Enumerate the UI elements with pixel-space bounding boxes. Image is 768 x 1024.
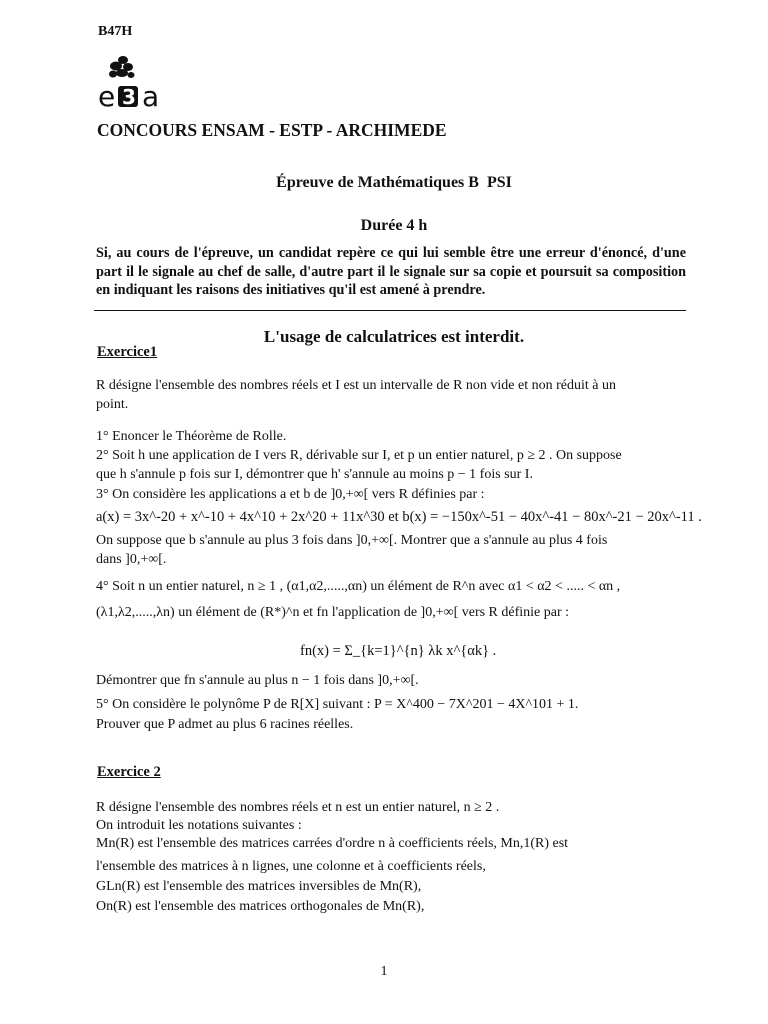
exercise-1-title: Exercice1 [97,344,158,360]
ex1-intro-line-2: point. [96,397,129,412]
ex1-question-4-line-3: Démontrer que fn s'annule au plus n − 1 fois dans ]0,+∞[. [96,673,419,688]
ex2-line-4: l'ensemble des matrices à n lignes, une colonne et à coefficients réels, [96,859,486,874]
exercise-2-title: Exercice 2 [97,764,161,780]
subject-label: Épreuve de Mathématiques B [276,174,479,191]
ex1-question-3-line-1: 3° On considère les applications a et b de ]0,+∞[ vers R définies par : [96,487,485,502]
ex1-question-3-formula: a(x) = 3x^-20 + x^-10 + 4x^10 + 2x^20 + 11x^30 et b(x) = −150x^-51 − 40x^-41 − 80x^-21 − 20x^-11 . [96,509,702,525]
ex2-line-3: Mn(R) est l'ensemble des matrices carrées d'ordre n à coefficients réels, Mn,1(R) est [96,836,569,851]
exam-duration: Durée 4 h [360,217,428,234]
instructions-paragraph: Si, au cours de l'épreuve, un candidat repère ce qui lui semble être une erreur d'énoncé, d'une part il le signale au chef de salle, d'autre part il le signale sur sa copie et poursuit sa composition en indiquant les raisons des initiatives qu'il est amené à prendre. [96,245,686,298]
e3a-logo-icon [96,50,176,112]
ex2-line-6: On(R) est l'ensemble des matrices orthogonales de Mn(R), [96,899,425,914]
ex2-line-2: On introduit les notations suivantes : [96,818,302,833]
ex1-question-4-line-2: (λ1,λ2,.....,λn) un élément de (R*)^n et fn l'application de ]0,+∞[ vers R définie par : [96,605,570,620]
exam-subject [0,174,768,192]
ex1-question-5-line-2: Prouver que P admet au plus 6 racines réelles. [96,717,354,732]
track-label: PSI [486,174,512,191]
svg-text:e: e [98,80,115,112]
ex1-intro-line-1: R désigne l'ensemble des nombres réels et I est un intervalle de R non vide et non réduit à un [96,378,616,393]
ex1-question-4-formula: fn(x) = Σ_{k=1}^{n} λk x^{αk} . [300,643,497,659]
svg-text:a: a [142,80,160,112]
separator-rule [94,310,686,311]
svg-text:3: 3 [122,85,136,109]
ex1-question-4-line-1: 4° Soit n un entier naturel, n ≥ 1 , (α1,α2,.....,αn) un élément de R^n avec α1 < α2 < ..... < αn , [96,579,621,594]
calculator-notice: L'usage de calculatrices est interdit. [263,327,525,346]
ex1-question-2-line-1: 2° Soit h une application de I vers R, dérivable sur I, et p un entier naturel, p ≥ 2 . On suppose [96,448,622,463]
ex2-line-5: GLn(R) est l'ensemble des matrices inversibles de Mn(R), [96,879,422,894]
exam-code: B47H [98,24,133,39]
ex1-question-5-line-1: 5° On considère le polynôme P de R[X] suivant : P = X^400 − 7X^201 − 4X^101 + 1. [96,697,579,712]
ex2-line-1: R désigne l'ensemble des nombres réels et n est un entier naturel, n ≥ 2 . [96,800,500,815]
ex1-question-2-line-2: que h s'annule p fois sur I, démontrer que h' s'annule au moins p − 1 fois sur I. [96,467,533,482]
page-number: 1 [380,964,388,979]
contest-title: CONCOURS ENSAM - ESTP - ARCHIMEDE [97,120,447,140]
ex1-question-1: 1° Enoncer le Théorème de Rolle. [96,429,287,444]
ex1-question-3-line-2: On suppose que b s'annule au plus 3 fois dans ]0,+∞[. Montrer que a s'annule au plus 4 fois [96,533,608,548]
ex1-question-3-line-3: dans ]0,+∞[. [96,552,167,567]
